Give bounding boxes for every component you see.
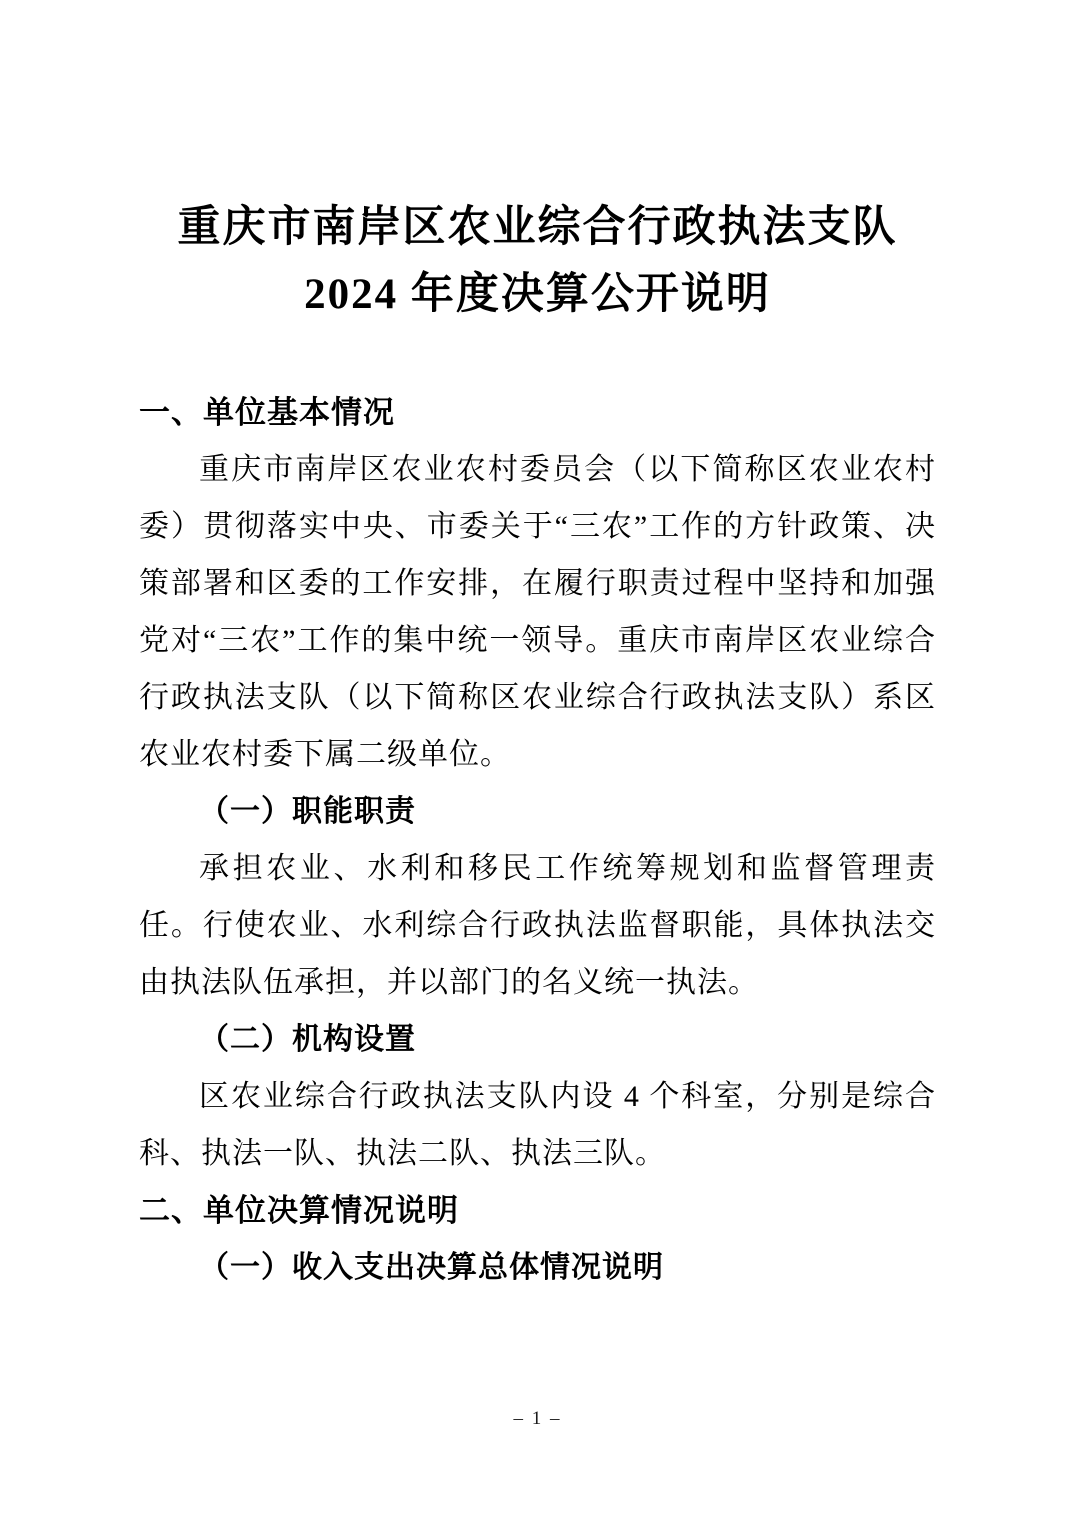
section-1-heading: 一、单位基本情况 [139, 395, 395, 430]
document-title-line-1: 重庆市南岸区农业综合行政执法支队 [177, 204, 898, 251]
section-1-intro-paragraph: 重庆市南岸区农业农村委员会（以下简称区农业农村委）贯彻落实中央、市委关于“三农”工作的方针政策、决策部署和区委的工作安排，在履行职责过程中坚持和加强党对“三农”工作的集中统一领导。重庆市南岸区农业综合行政执法支队（以下简称区农业综合行政执法支队）系区农业农村委下属二级单位。 [139, 453, 936, 771]
section-1-sub-2-heading: （二）机构设置 [199, 1023, 416, 1056]
document-title [139, 194, 936, 328]
section-2-sub-1-heading: （一）收入支出决算总体情况说明 [199, 1251, 664, 1284]
document-content [139, 0, 936, 1296]
section-1-sub-1-paragraph: 承担农业、水利和移民工作统筹规划和监督管理责任。行使农业、水利综合行政执法监督职能，具体执法交由执法队伍承担，并以部门的名义统一执法。 [139, 852, 936, 999]
page-number: – 1 – [513, 1408, 562, 1429]
document-title-line-2: 2024 年度决算公开说明 [304, 271, 771, 318]
section-2-heading: 二、单位决算情况说明 [139, 1193, 459, 1228]
section-1-sub-2-paragraph: 区农业综合行政执法支队内设 4 个科室，分别是综合科、执法一队、执法二队、执法三队。 [139, 1080, 936, 1170]
section-1-sub-1-heading: （一）职能职责 [199, 795, 416, 828]
